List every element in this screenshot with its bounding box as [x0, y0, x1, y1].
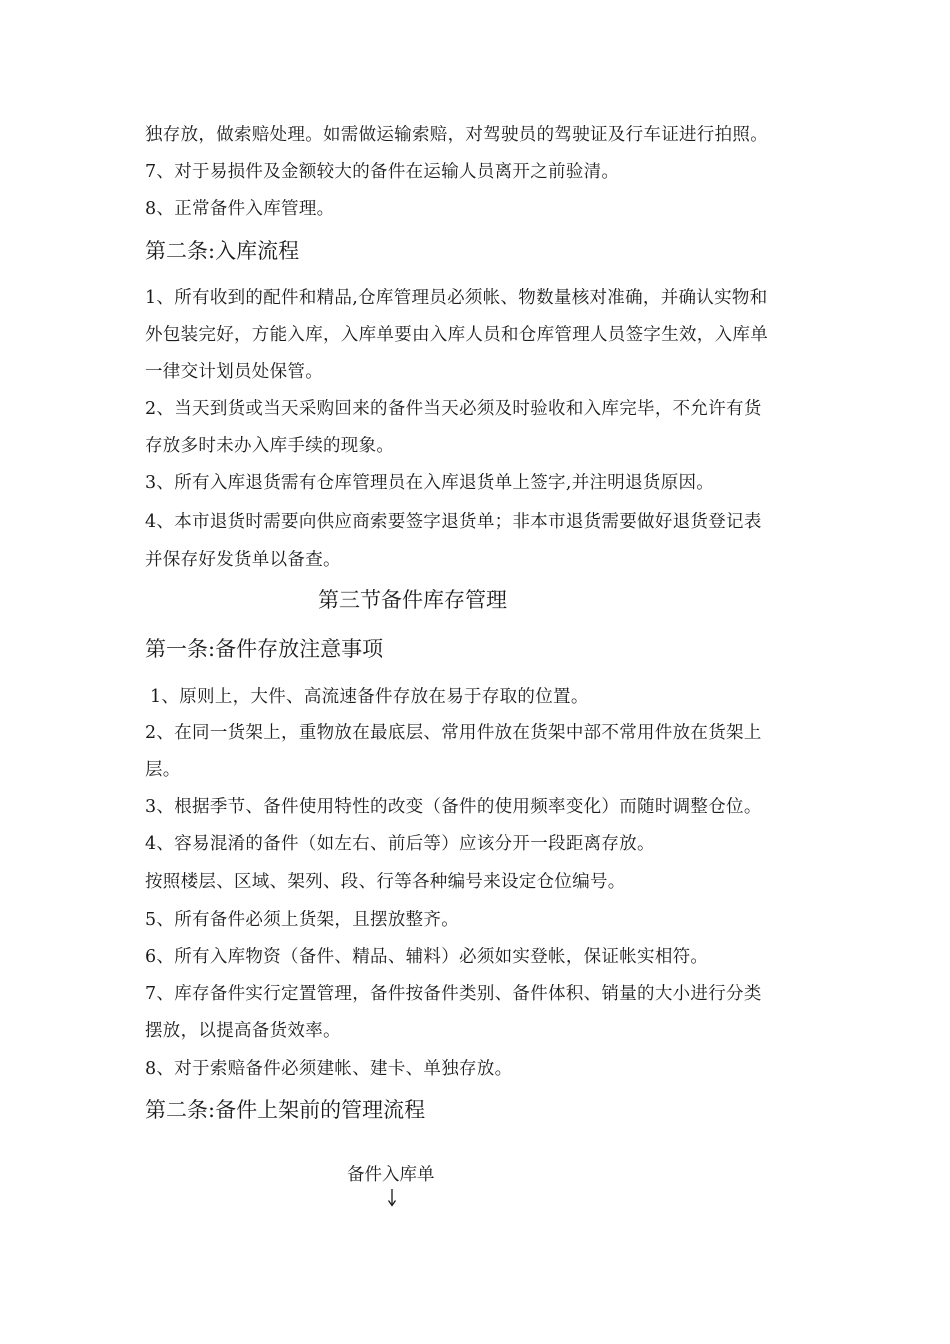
paragraph-line: 4、本市退货时需要向供应商索要签字退货单；非本市退货需要做好退货登记表 [145, 512, 762, 532]
paragraph-line: 5、所有备件必须上货架，且摆放整齐。 [145, 910, 460, 930]
paragraph-line: 存放多时未办入库手续的现象。 [145, 436, 395, 456]
paragraph-line: 7、库存备件实行定置管理，备件按备件类别、备件体积、销量的大小进行分类 [145, 984, 762, 1004]
paragraph-line: 1、原则上，大件、高流速备件存放在易于存取的位置。 [150, 687, 589, 707]
down-arrow-icon [384, 1188, 400, 1208]
paragraph-line: 外包装完好，方能入库，入库单要由入库人员和仓库管理人员签字生效，入库单 [145, 325, 768, 345]
flowchart-step: 备件入库单 [347, 1165, 435, 1185]
section-title: 第三节备件库存管理 [318, 588, 507, 612]
paragraph-line: 并保存好发货单以备查。 [145, 550, 341, 570]
paragraph-line: 层。 [145, 760, 181, 780]
paragraph-line: 3、根据季节、备件使用特性的改变（备件的使用频率变化）而随时调整仓位。 [145, 797, 762, 817]
paragraph-line: 按照楼层、区域、架列、段、行等各种编号来设定仓位编号。 [145, 872, 626, 892]
article-heading: 第二条:入库流程 [145, 239, 300, 263]
paragraph-line: 2、当天到货或当天采购回来的备件当天必须及时验收和入库完毕，不允许有货 [145, 399, 762, 419]
paragraph-line: 7、对于易损件及金额较大的备件在运输人员离开之前验清。 [145, 162, 620, 182]
paragraph-line: 1、所有收到的配件和精品,仓库管理员必须帐、物数量核对准确，并确认实物和 [145, 288, 768, 308]
paragraph-line: 8、正常备件入库管理。 [145, 199, 335, 219]
paragraph-line: 独存放，做索赔处理。如需做运输索赔，对驾驶员的驾驶证及行车证进行拍照。 [145, 125, 768, 145]
article-heading: 第二条:备件上架前的管理流程 [145, 1098, 426, 1122]
paragraph-line: 8、对于索赔备件必须建帐、建卡、单独存放。 [145, 1059, 513, 1079]
paragraph-line: 2、在同一货架上，重物放在最底层、常用件放在货架中部不常用件放在货架上 [145, 723, 762, 743]
paragraph-line: 3、所有入库退货需有仓库管理员在入库退货单上签字,并注明退货原因。 [145, 473, 715, 493]
paragraph-line: 一律交计划员处保管。 [145, 362, 323, 382]
paragraph-line: 6、所有入库物资（备件、精品、辅料）必须如实登帐，保证帐实相符。 [145, 947, 709, 967]
paragraph-line: 4、容易混淆的备件（如左右、前后等）应该分开一段距离存放。 [145, 834, 655, 854]
paragraph-line: 摆放，以提高备货效率。 [145, 1021, 341, 1041]
article-heading: 第一条:备件存放注意事项 [145, 637, 384, 661]
